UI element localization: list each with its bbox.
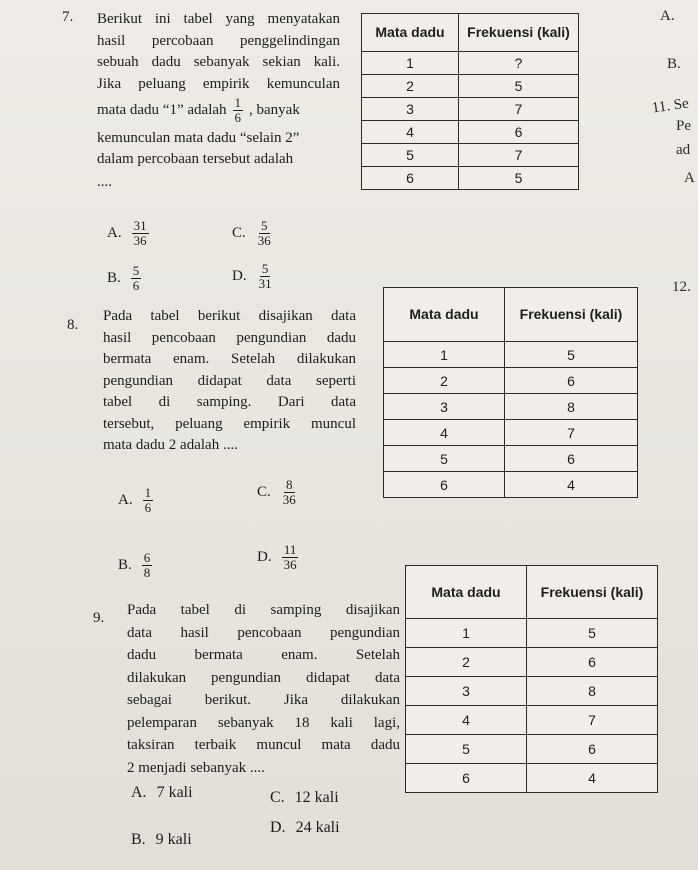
q7-number: 7. (62, 9, 74, 25)
q9-cell-freq: 4 (527, 764, 658, 793)
q7-cell-freq: 5 (459, 75, 579, 98)
q9-header-frekuensi: Frekuensi (kali) (527, 566, 658, 619)
q7-line-4: Jika peluang empirik kemunculan (97, 75, 340, 92)
q9-option-a-text: 7 kali (156, 784, 193, 801)
q8-option-d-label: D. (257, 549, 272, 565)
q7-cell-face: 6 (362, 167, 459, 190)
q8-cell-freq: 6 (505, 446, 638, 472)
q9-cell-freq: 8 (527, 677, 658, 706)
frac-den: 6 (132, 278, 140, 293)
q9-option-a-label: A. (131, 784, 147, 801)
q9-line-6: pelemparan sebanyak 18 kali lagi, (127, 714, 400, 731)
table-row (406, 677, 658, 706)
table-row (384, 472, 638, 498)
q7-line-5-tail: , banyak (249, 102, 300, 118)
edge-fragment-12: 12. (672, 279, 691, 295)
q7-option-b-label: B. (107, 270, 121, 286)
frac-num: 11 (283, 542, 297, 557)
table-row (384, 446, 638, 472)
q8-number: 8. (67, 317, 79, 333)
table-row (362, 98, 579, 121)
edge-fragment-pe: Pe (676, 118, 691, 134)
q8-line-3: bermata enam. Setelah dilakukan (103, 351, 356, 367)
q8-option-b-fraction (142, 551, 153, 580)
q7-option-a-fraction (132, 219, 149, 248)
q8-line-1: Pada tabel berikut disajikan data (103, 308, 356, 324)
q8-option-c[interactable] (257, 478, 298, 507)
q8-option-b[interactable] (118, 551, 152, 580)
table-row (384, 368, 638, 394)
q9-line-2: data hasil pencobaan pengundian (127, 624, 400, 641)
q9-table-header-row (406, 566, 658, 619)
q7-inline-frac-num: 1 (234, 95, 242, 110)
q8-option-d[interactable] (257, 543, 299, 572)
table-row (362, 75, 579, 98)
q7-stem (97, 9, 340, 95)
frac-num: 5 (261, 261, 269, 276)
q8-line-5: tabel di samping. Dari data (103, 394, 356, 410)
q9-cell-face: 1 (406, 619, 527, 648)
q9-option-c-text: 12 kali (294, 789, 339, 806)
q8-option-a-label: A. (118, 492, 133, 508)
q9-line-3: dadu bermata enam. Setelah (127, 647, 400, 663)
table-row (384, 342, 638, 368)
frac-num: 5 (261, 218, 268, 233)
table-row (406, 764, 658, 793)
q8-header-frekuensi: Frekuensi (kali) (505, 288, 638, 342)
q9-line-8: 2 menjadi sebanyak .... (127, 759, 265, 776)
q7-cell-face: 1 (362, 52, 459, 75)
q9-line-7: taksiran terbaik muncul mata dadu (127, 737, 400, 753)
q7-table-header-row (362, 14, 579, 52)
q7-line-5-text: mata dadu “1” adalah (97, 102, 227, 118)
frac-den: 8 (143, 565, 151, 580)
q8-option-d-fraction (282, 543, 299, 572)
q7-option-c-fraction (256, 219, 273, 248)
table-row (362, 167, 579, 190)
q8-cell-freq: 7 (505, 420, 638, 446)
frac-den: 36 (283, 557, 297, 572)
q8-cell-freq: 4 (505, 472, 638, 498)
edge-fragment-a: A. (660, 8, 675, 24)
q7-inline-frac-den: 6 (234, 110, 242, 125)
q9-header-mata-dadu: Mata dadu (406, 566, 527, 619)
table-row (362, 52, 579, 75)
edge-fragment-cap-a: A (684, 170, 695, 186)
q9-cell-face: 5 (406, 735, 527, 764)
q8-cell-freq: 6 (505, 368, 638, 394)
q7-cell-freq: 6 (459, 121, 579, 144)
frac-den: 36 (282, 492, 296, 507)
frac-den: 36 (133, 233, 147, 248)
q9-stem (127, 599, 400, 779)
frac-num: 5 (132, 263, 140, 278)
q9-option-b-label: B. (131, 831, 146, 848)
q7-option-b-fraction (131, 264, 142, 293)
q7-line-6: kemunculan mata dadu “selain 2” (97, 130, 300, 146)
q8-cell-face: 5 (384, 446, 505, 472)
q7-line-8: .... (97, 174, 112, 190)
q7-option-d-fraction (257, 262, 274, 291)
q9-frequency-table (405, 565, 658, 793)
q9-cell-face: 3 (406, 677, 527, 706)
q7-cell-face: 2 (362, 75, 459, 98)
q7-option-c-label: C. (232, 225, 246, 241)
q7-cell-freq: ? (459, 52, 579, 75)
q8-line-7: mata dadu 2 adalah .... (103, 437, 238, 453)
q9-cell-face: 4 (406, 706, 527, 735)
q7-cell-freq: 5 (459, 167, 579, 190)
q7-cell-face: 5 (362, 144, 459, 167)
edge-fragment-b: B. (667, 56, 681, 72)
q9-cell-freq: 5 (527, 619, 658, 648)
q9-cell-freq: 7 (527, 706, 658, 735)
q7-option-c[interactable] (232, 219, 273, 248)
q9-option-c-label: C. (270, 789, 285, 806)
q8-cell-face: 1 (384, 342, 505, 368)
q7-line-1: Berikut ini tabel yang menyatakan (97, 11, 340, 27)
edge-fragment-11: 11. Se (650, 95, 690, 117)
q9-line-1: Pada tabel di samping disajikan (127, 602, 400, 618)
edge-fragment-ad: ad (676, 142, 691, 158)
table-row (362, 121, 579, 144)
frac-num: 1 (144, 485, 152, 500)
q8-cell-face: 2 (384, 368, 505, 394)
frac-den: 6 (144, 500, 152, 515)
q9-number: 9. (93, 610, 105, 626)
q9-cell-face: 2 (406, 648, 527, 677)
q9-cell-face: 6 (406, 764, 527, 793)
table-row (406, 648, 658, 677)
q8-cell-freq: 5 (505, 342, 638, 368)
q8-cell-face: 4 (384, 420, 505, 446)
q8-cell-face: 3 (384, 394, 505, 420)
q7-frequency-table (361, 13, 579, 190)
q7-header-frekuensi: Frekuensi (kali) (459, 14, 579, 52)
q8-line-2: hasil pencobaan pengundian dadu (103, 329, 356, 346)
q9-option-d-label: D. (270, 819, 286, 836)
q7-cell-face: 4 (362, 121, 459, 144)
q8-option-b-label: B. (118, 557, 132, 573)
q9-option-d-text: 24 kali (295, 819, 340, 836)
q7-option-a-label: A. (107, 225, 122, 241)
q8-cell-freq: 8 (505, 394, 638, 420)
q8-line-6: tersebut, peluang empirik muncul (103, 415, 356, 432)
q7-cell-freq: 7 (459, 98, 579, 121)
q8-table-header-row (384, 288, 638, 342)
q8-option-c-label: C. (257, 484, 271, 500)
table-row (406, 735, 658, 764)
frac-num: 31 (133, 218, 147, 233)
q7-line-7: dalam percobaan tersebut adalah (97, 151, 294, 167)
table-row (406, 619, 658, 648)
q7-option-a[interactable] (107, 219, 149, 248)
q9-option-b[interactable] (131, 831, 192, 849)
q7-line-2: hasil percobaan penggelindingan (97, 32, 340, 49)
q9-cell-freq: 6 (527, 735, 658, 764)
q8-option-a[interactable] (118, 486, 153, 515)
q7-inline-fraction (233, 96, 244, 125)
q7-line-5 (97, 96, 300, 125)
table-row (362, 144, 579, 167)
table-row (406, 706, 658, 735)
q7-header-mata-dadu: Mata dadu (362, 14, 459, 52)
q9-line-4: dilakukan pengundian didapat data (127, 669, 400, 686)
q8-stem (103, 306, 356, 457)
frac-num: 6 (143, 550, 151, 565)
q8-header-mata-dadu: Mata dadu (384, 288, 505, 342)
table-row (384, 420, 638, 446)
q9-option-a[interactable] (131, 784, 193, 802)
q9-line-5: sebagai berikut. Jika dilakukan (127, 692, 400, 708)
table-row (384, 394, 638, 420)
q7-option-d[interactable] (232, 262, 274, 291)
q8-option-a-fraction (143, 486, 154, 515)
frac-den: 36 (257, 233, 271, 248)
q9-option-d[interactable] (270, 819, 340, 837)
q8-frequency-table (383, 287, 638, 498)
frac-den: 31 (258, 276, 272, 291)
q7-cell-freq: 7 (459, 144, 579, 167)
q9-cell-freq: 6 (527, 648, 658, 677)
q8-cell-face: 6 (384, 472, 505, 498)
q9-option-b-text: 9 kali (155, 831, 192, 848)
q8-line-4: pengundian didapat data seperti (103, 372, 356, 389)
q7-cell-face: 3 (362, 98, 459, 121)
q7-option-d-label: D. (232, 268, 247, 284)
frac-num: 8 (286, 477, 293, 492)
q7-line-3: sebuah dadu sebanyak sekian kali. (97, 54, 340, 70)
q7-option-b[interactable] (107, 264, 141, 293)
q9-option-c[interactable] (270, 789, 339, 807)
q8-option-c-fraction (281, 478, 298, 507)
